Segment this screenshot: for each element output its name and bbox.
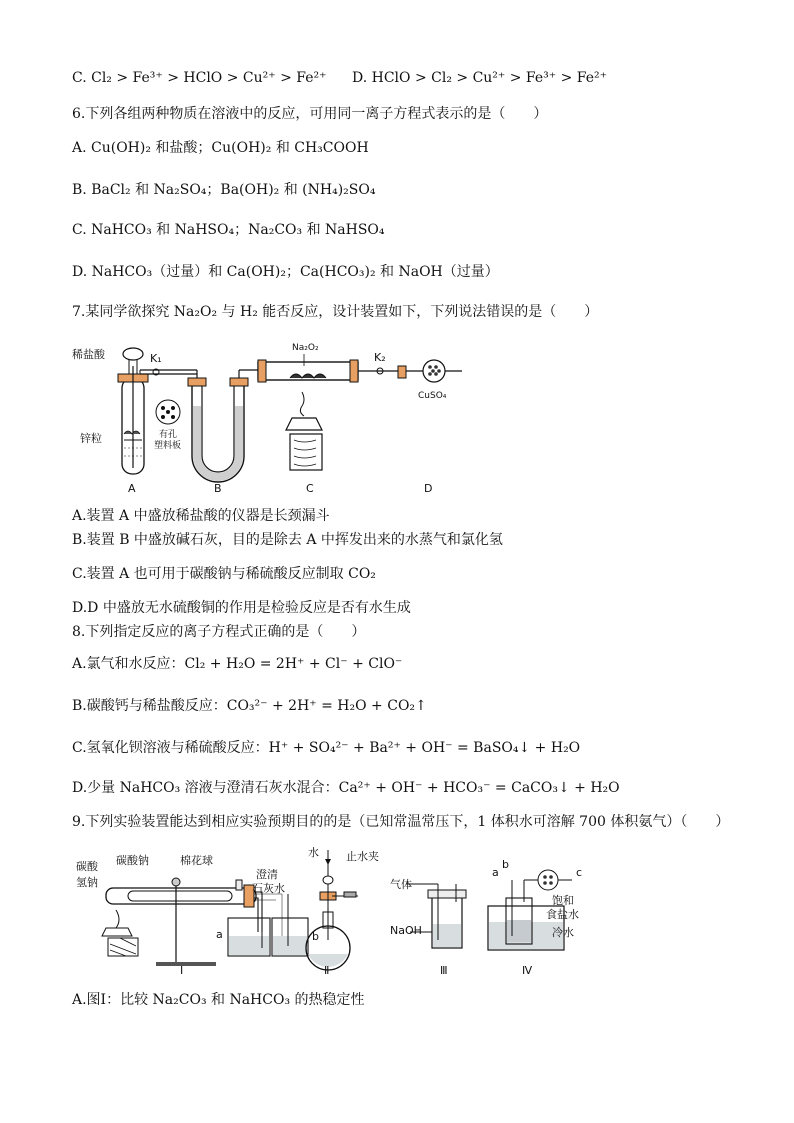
q8-option-b: B.碳酸钙与稀盐酸反应：CO₃²⁻ + 2H⁺ = H₂O + CO₂↑: [72, 698, 427, 714]
k1-label: K₁: [150, 352, 162, 365]
apparatus-a: [118, 348, 197, 474]
beaker-a-label: a: [216, 928, 223, 941]
na2co3-label: 碳酸钠: [116, 854, 149, 867]
roman-2: Ⅱ: [324, 964, 330, 976]
apparatus-c-tube: [258, 354, 358, 470]
label-c: C: [306, 482, 314, 495]
brine-label-1: 饱和: [552, 894, 574, 907]
cotton-label: 棉花球: [180, 854, 213, 867]
q7-option-a: A.装置 A 中盛放稀盐酸的仪器是长颈漏斗: [72, 508, 330, 524]
apparatus-d-drying-tube: [398, 360, 462, 382]
cold-water-label: 冷水: [552, 926, 574, 939]
q7-apparatus-figure: [72, 336, 472, 498]
q5-option-d: D. HClO > Cl₂ > Cu²⁺ > Fe³⁺ > Fe²⁺: [352, 70, 608, 86]
q8-option-d: D.少量 NaHCO₃ 溶液与澄清石灰水混合：Ca²⁺ + OH⁻ + HCO₃⁻ = CaCO₃↓ + H₂O: [72, 780, 620, 796]
figure-ii: [306, 850, 358, 970]
acid-label: 稀盐酸: [72, 348, 105, 361]
q6-option-c: C. NaHCO₃ 和 NaHSO₄；Na₂CO₃ 和 NaHSO₄: [72, 222, 385, 238]
q7-option-b: B.装置 B 中盛放碱石灰，目的是除去 A 中挥发出来的水蒸气和氯化氢: [72, 532, 503, 548]
plate-label-1: 有孔: [159, 430, 178, 440]
q9-stem: 9.下列实验装置能达到相应实验预期目的的是（已知常温常压下，1 体积水可溶解 700 体积氨气）（ ）: [72, 814, 730, 830]
q9-apparatus-figure: [76, 840, 596, 976]
label-d: D: [424, 482, 433, 495]
nahco3-label-2: 氢钠: [76, 876, 98, 889]
beaker-b-label: b: [312, 930, 319, 943]
label-b: B: [214, 482, 222, 495]
q5-option-c: C. Cl₂ > Fe³⁺ > HClO > Cu²⁺ > Fe²⁺: [72, 70, 327, 86]
q6-option-a: A. Cu(OH)₂ 和盐酸；Cu(OH)₂ 和 CH₃COOH: [72, 140, 369, 156]
roman-3: Ⅲ: [440, 964, 448, 976]
nahco3-label-1: 碳酸: [76, 860, 98, 873]
limewater-label-1: 澄清: [256, 868, 278, 881]
na2o2-label: Na₂O₂: [292, 343, 319, 353]
q6-option-d: D. NaHCO₃（过量）和 Ca(OH)₂；Ca(HCO₃)₂ 和 NaOH（过量）: [72, 264, 499, 280]
q6-option-b: B. BaCl₂ 和 Na₂SO₄；Ba(OH)₂ 和 (NH₄)₂SO₄: [72, 182, 376, 198]
q7-stem: 7.某同学欲探究 Na₂O₂ 与 H₂ 能否反应，设计装置如下，下列说法错误的是（ ）: [72, 304, 599, 320]
roman-4: Ⅳ: [522, 964, 533, 976]
port-b-label: b: [502, 858, 509, 871]
cuso4-label: CuSO₄: [418, 391, 447, 401]
plate-label-2: 塑料板: [154, 441, 182, 451]
gas-label: 气体: [390, 878, 412, 891]
zinc-label: 锌粒: [80, 432, 102, 445]
q8-stem: 8.下列指定反应的离子方程式正确的是（ ）: [72, 624, 366, 640]
limewater-label-2: 石灰水: [252, 882, 285, 895]
port-a-label: a: [492, 866, 499, 879]
figure-iii: [406, 884, 466, 948]
apparatus-b-u-tube: [188, 370, 258, 482]
q8-option-a: A.氯气和水反应：Cl₂ + H₂O = 2H⁺ + Cl⁻ + ClO⁻: [72, 656, 403, 672]
label-a: A: [128, 482, 136, 495]
port-c-label: c: [576, 866, 583, 879]
q9-option-a: A.图Ⅰ：比较 Na₂CO₃ 和 NaHCO₃ 的热稳定性: [72, 992, 365, 1008]
water-label: 水: [308, 846, 319, 859]
brine-label-2: 食盐水: [546, 908, 579, 921]
naoh-label: NaOH: [390, 924, 422, 937]
k2-label: K₂: [374, 351, 386, 364]
roman-1: Ⅰ: [180, 964, 184, 976]
clamp-label: 止水夹: [346, 850, 379, 863]
perforated-plate: [156, 400, 180, 424]
q7-option-c: C.装置 A 也可用于碳酸钠与稀硫酸反应制取 CO₂: [72, 566, 376, 582]
q7-option-d: D.D 中盛放无水硫酸铜的作用是检验反应是否有水生成: [72, 600, 411, 616]
q6-stem: 6.下列各组两种物质在溶液中的反应，可用同一离子方程式表示的是（ ）: [72, 106, 548, 122]
q8-option-c: C.氢氧化钡溶液与稀硫酸反应：H⁺ + SO₄²⁻ + Ba²⁺ + OH⁻ = BaSO₄↓ + H₂O: [72, 740, 581, 756]
